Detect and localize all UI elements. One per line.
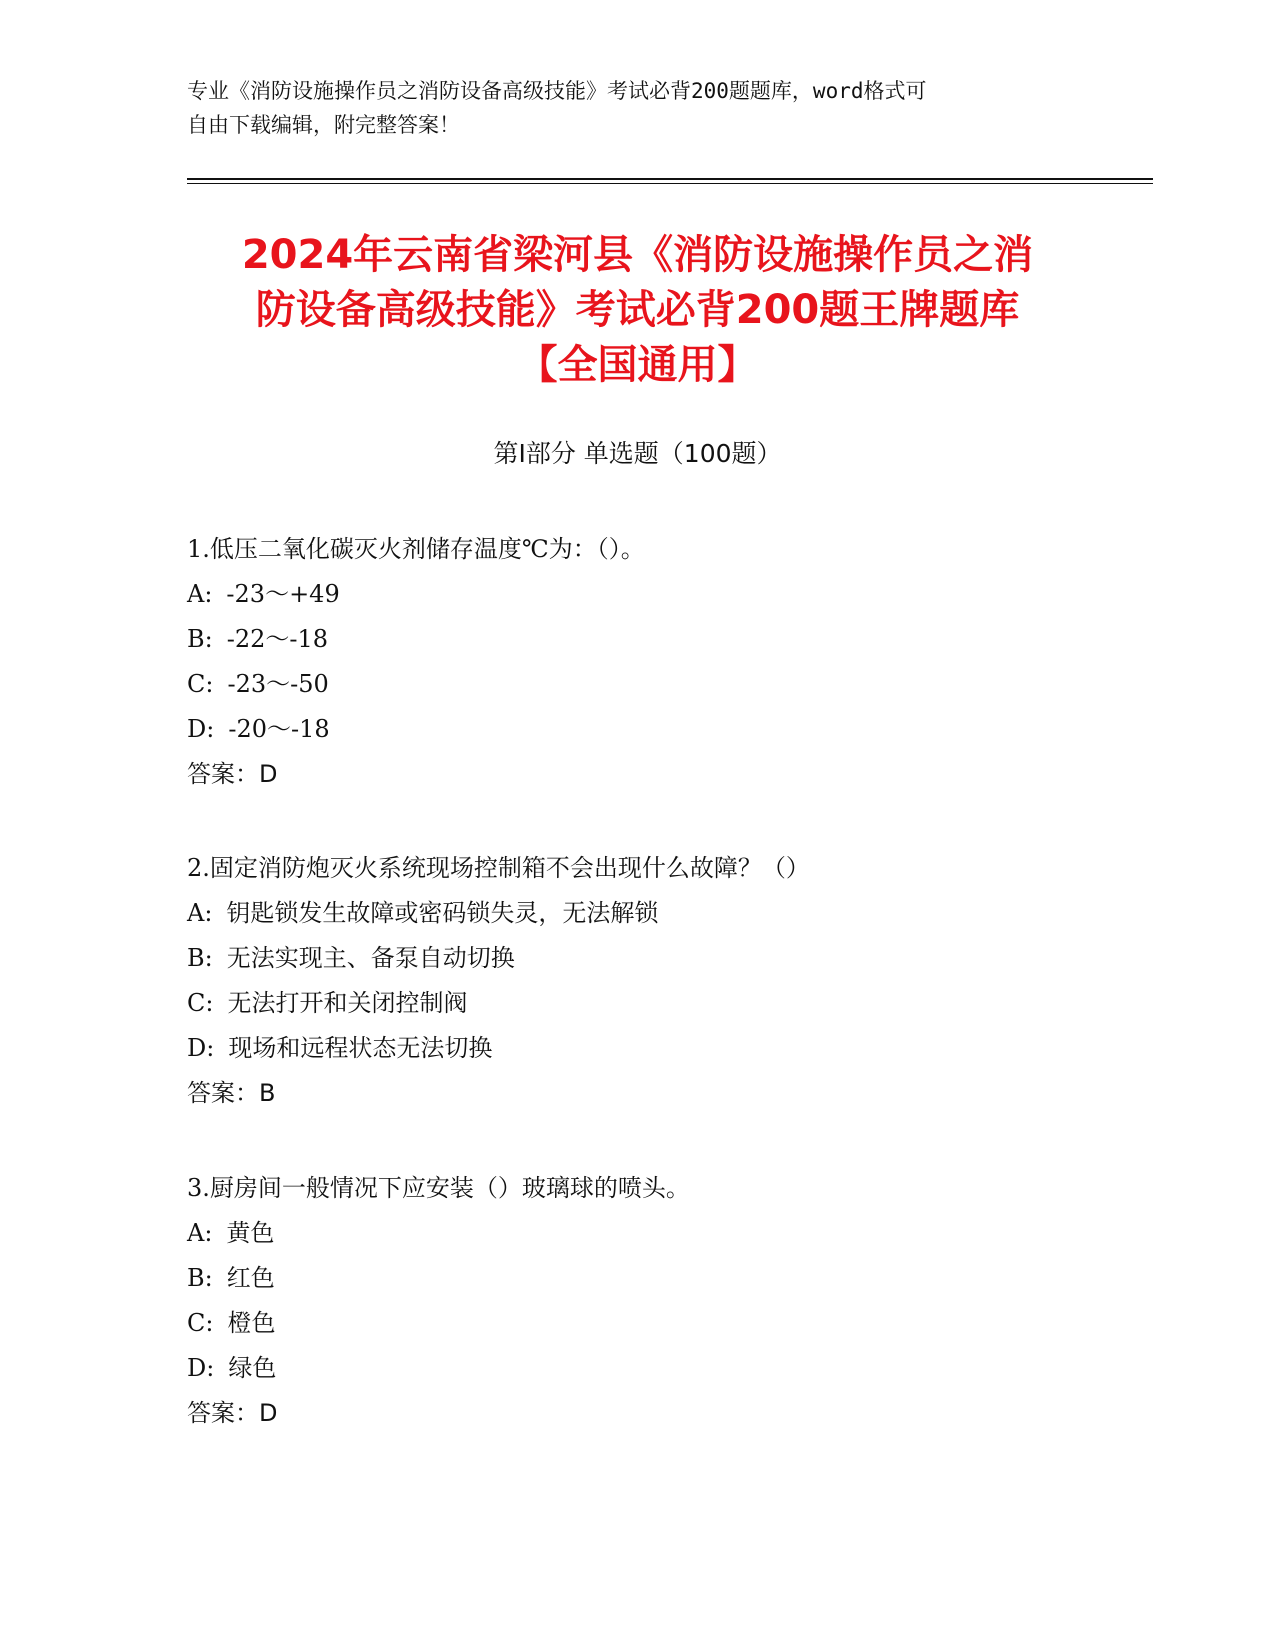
question-stem: 3.厨房间一般情况下应安装（）玻璃球的喷头。 [187, 1174, 690, 1202]
title-line-2: 防设备高级技能》考试必背200题王牌题库 [255, 287, 1020, 333]
section-heading: 第I部分 单选题（100题） [493, 439, 782, 468]
header-note-line-2: 自由下载编辑，附完整答案！ [187, 113, 460, 137]
answer-line: 答案：B [187, 1079, 276, 1107]
option-letter: B: [187, 625, 213, 653]
option-text: 橙色 [227, 1309, 276, 1337]
option-text: -22～-18 [226, 625, 329, 653]
option-letter: A: [187, 1219, 213, 1247]
option-letter: D: [187, 1034, 215, 1062]
title-line-3: 【全国通用】 [517, 342, 758, 388]
option-d [187, 707, 1147, 752]
option-letter: A: [187, 899, 213, 927]
option-letter: A: [187, 580, 213, 608]
option-text: 红色 [226, 1264, 275, 1292]
answer-line: 答案：D [187, 1399, 278, 1427]
option-letter: C: [187, 989, 214, 1017]
title-line-1: 2024年云南省梁河县《消防设施操作员之消 [241, 232, 1034, 278]
option-a [187, 891, 1147, 936]
option-letter: B: [187, 944, 213, 972]
option-text: 无法实现主、备泵自动切换 [226, 944, 515, 972]
option-a [187, 572, 1147, 617]
header-rule-thin [187, 183, 1153, 184]
question-3 [187, 1166, 1147, 1436]
option-text: 黄色 [226, 1219, 275, 1247]
option-b [187, 617, 1147, 662]
option-text: 无法打开和关闭控制阀 [227, 989, 468, 1017]
option-c [187, 1301, 1147, 1346]
question-2 [187, 846, 1147, 1116]
option-text: -20～-18 [228, 715, 330, 743]
header-note-line-1: 专业《消防设施操作员之消防设备高级技能》考试必背200题题库，word格式可 [187, 79, 927, 103]
option-b [187, 1256, 1147, 1301]
option-text: -23～-50 [227, 670, 329, 698]
option-text: -23～+49 [226, 580, 340, 608]
option-text: 现场和远程状态无法切换 [228, 1034, 493, 1062]
option-c [187, 662, 1147, 707]
question-stem: 1.低压二氧化碳灭火剂储存温度℃为：（）。 [187, 535, 645, 563]
answer-line: 答案：D [187, 760, 278, 788]
option-d [187, 1026, 1147, 1071]
question-stem: 2.固定消防炮灭火系统现场控制箱不会出现什么故障？（） [187, 854, 810, 882]
header-rule-thick [187, 178, 1153, 180]
option-letter: C: [187, 670, 214, 698]
header-note [187, 74, 1087, 142]
option-c [187, 981, 1147, 1026]
question-1 [187, 527, 1147, 797]
option-letter: D: [187, 715, 215, 743]
option-a [187, 1211, 1147, 1256]
option-letter: B: [187, 1264, 213, 1292]
option-letter: D: [187, 1354, 215, 1382]
document-title [100, 228, 1175, 393]
option-text: 钥匙锁发生故障或密码锁失灵，无法解锁 [226, 899, 659, 927]
option-d [187, 1346, 1147, 1391]
option-letter: C: [187, 1309, 214, 1337]
option-text: 绿色 [228, 1354, 277, 1382]
option-b [187, 936, 1147, 981]
